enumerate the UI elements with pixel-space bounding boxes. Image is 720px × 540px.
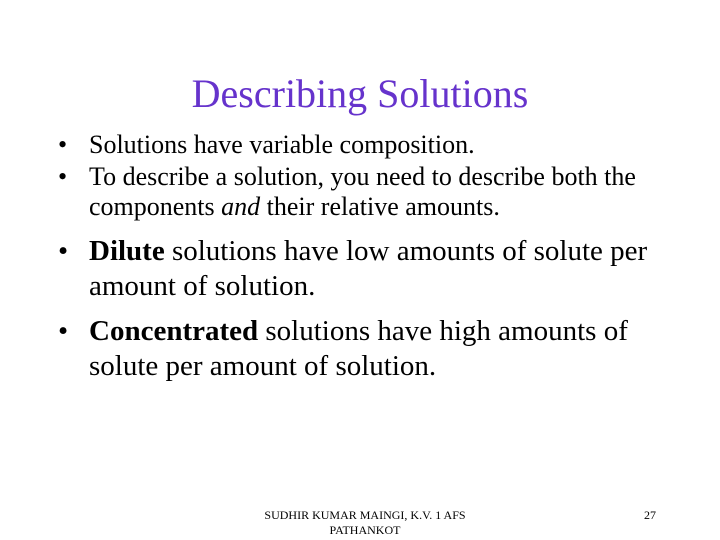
bullet-list	[58, 130, 698, 384]
bullet-text: Solutions have variable composition.	[89, 130, 475, 159]
bullet-keyword: Concentrated	[89, 315, 259, 347]
bullet-item	[58, 314, 698, 384]
bullet-text: solutions have low amounts of solute per amount of solution.	[89, 235, 648, 302]
bullet-text-end: their relative amounts.	[260, 192, 500, 221]
bullet-item	[58, 162, 698, 222]
footer-author: SUDHIR KUMAR MAINGI, K.V. 1 AFS PATHANKOT	[264, 508, 466, 537]
bullet-item	[58, 234, 698, 304]
page-number: 27	[644, 508, 656, 522]
bullet-marker: •	[58, 235, 69, 267]
slide-title: Describing Solutions	[191, 71, 529, 116]
bullet-keyword: Dilute	[89, 235, 165, 267]
bullet-text-start: To describe a solution, you need to describe both the components	[89, 162, 636, 221]
bullet-emphasis: and	[221, 192, 261, 221]
bullet-marker: •	[58, 162, 68, 191]
bullet-text: solutions have high amounts of solute per amount of solution.	[89, 315, 628, 382]
bullet-item	[58, 130, 698, 160]
bullet-marker: •	[58, 130, 68, 159]
bullet-marker: •	[58, 315, 69, 347]
